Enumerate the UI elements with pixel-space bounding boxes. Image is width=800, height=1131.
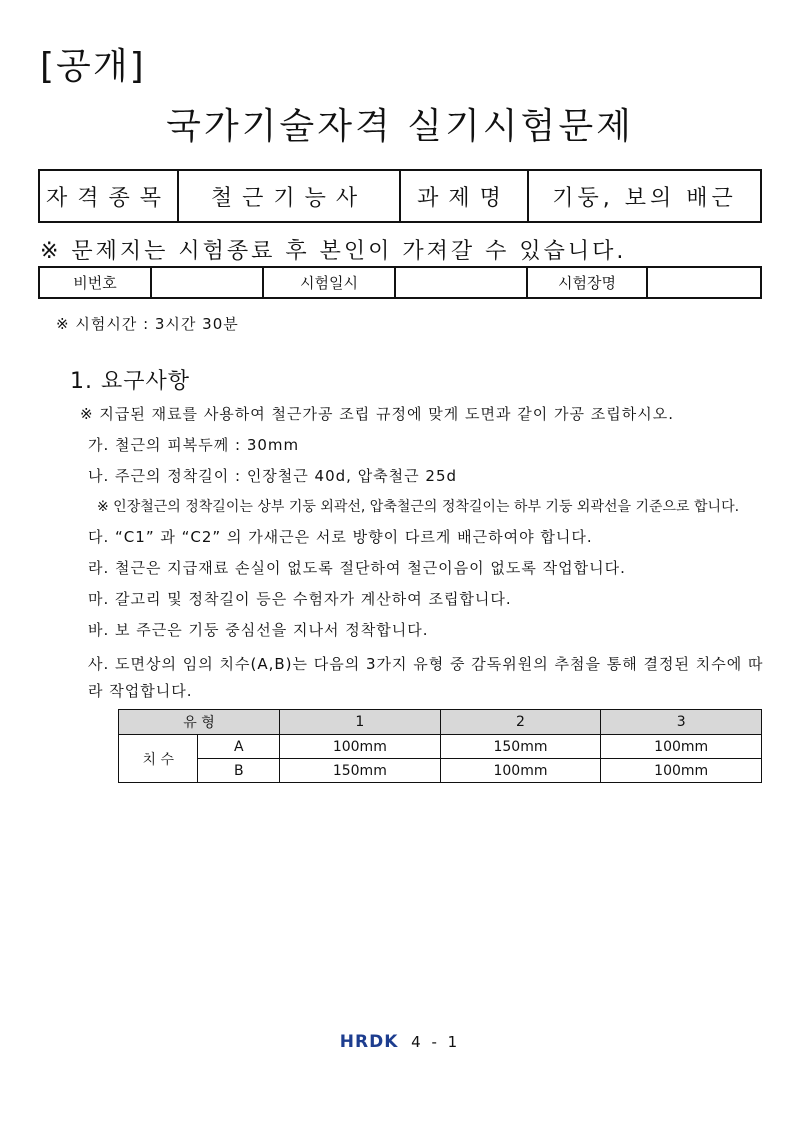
notice-text: ※ 문제지는 시험종료 후 본인이 가져갈 수 있습니다. bbox=[40, 239, 627, 264]
exam-info-table bbox=[38, 169, 762, 223]
anchorage-note: ※ 인장철근의 정착길이는 상부 기둥 외곽선, 압축철근의 정착길이는 하부 기둥 외곽선을 기준으로 합니다. bbox=[97, 499, 740, 515]
list-item: 나. 주근의 정착길이 : 인장철근 40d, 압축철근 25d bbox=[88, 467, 458, 485]
list-item: 바. 보 주근은 기둥 중심선을 지나서 정착합니다. bbox=[88, 621, 429, 639]
list-item: 가. 철근의 피복두께 : 30mm bbox=[88, 436, 300, 454]
list-item: 라. 철근은 지급재료 손실이 없도록 절단하여 철근이음이 없도록 작업합니다. bbox=[88, 559, 626, 577]
place-value bbox=[647, 267, 761, 298]
requirement-text: ※ 지급된 재료를 사용하여 철근가공 조립 규정에 맞게 도면과 같이 가공 조립하시오. bbox=[80, 405, 674, 423]
type-header-3: 3 bbox=[601, 710, 762, 735]
page-footer bbox=[0, 1032, 800, 1052]
date-label: 시험일시 bbox=[263, 267, 395, 298]
list-item: 마. 갈고리 및 정착길이 등은 수험자가 계산하여 조립합니다. bbox=[88, 590, 512, 608]
public-tag: [공개] bbox=[40, 46, 146, 87]
row-label-b: B bbox=[198, 759, 280, 783]
type-header-1: 1 bbox=[280, 710, 441, 735]
number-label: 비번호 bbox=[39, 267, 151, 298]
page-number: 4 - 1 bbox=[411, 1033, 461, 1051]
list-item: 사. 도면상의 임의 치수(A,B)는 다음의 3가지 유형 중 감독위원의 추첨을 통해 결정된 치수에 따라 작업합니다. bbox=[88, 655, 764, 700]
date-value bbox=[395, 267, 527, 298]
dimension-table bbox=[118, 709, 762, 783]
type-header-2: 2 bbox=[440, 710, 601, 735]
task-label: 과제명 bbox=[400, 170, 528, 222]
cell-b-3: 100mm bbox=[601, 759, 762, 783]
section-title: 1. 요구사항 bbox=[70, 369, 190, 394]
task-value: 기둥, 보의 배근 bbox=[528, 170, 761, 222]
field-label: 자격종목 bbox=[39, 170, 178, 222]
cell-b-2: 100mm bbox=[440, 759, 601, 783]
row-label-a: A bbox=[198, 735, 280, 759]
cell-a-2: 150mm bbox=[440, 735, 601, 759]
number-value bbox=[151, 267, 263, 298]
cell-b-1: 150mm bbox=[280, 759, 441, 783]
exam-meta-table bbox=[38, 266, 762, 299]
hrdk-logo: HRDK bbox=[339, 1032, 399, 1052]
field-value: 철근기능사 bbox=[178, 170, 400, 222]
type-header: 유 형 bbox=[119, 710, 280, 735]
list-item: 다. “C1” 과 “C2” 의 가새근은 서로 방향이 다르게 배근하여야 합니다. bbox=[88, 528, 593, 546]
cell-a-3: 100mm bbox=[601, 735, 762, 759]
cell-a-1: 100mm bbox=[280, 735, 441, 759]
place-label: 시험장명 bbox=[527, 267, 647, 298]
exam-time: ※ 시험시간 : 3시간 30분 bbox=[56, 315, 239, 333]
dim-label: 치 수 bbox=[119, 735, 198, 783]
page-title: 국가기술자격 실기시험문제 bbox=[166, 106, 634, 147]
